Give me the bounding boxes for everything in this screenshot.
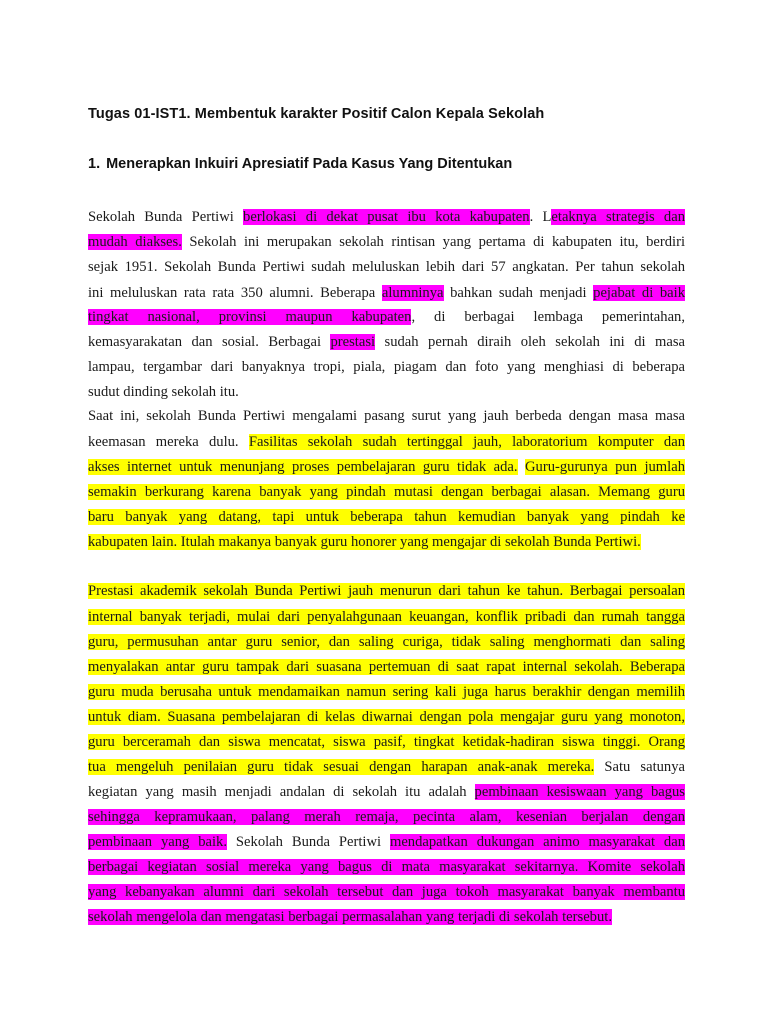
text-line: [88, 807, 685, 827]
text-line: [88, 532, 685, 552]
text-run: sejak 1951. Sekolah Bunda Pertiwi sudah meluluskan lebih dari 57 angkatan. Per tahun sekolah: [88, 259, 685, 275]
text-line: [88, 232, 685, 252]
text-line: [88, 406, 685, 426]
text-run: sudut dinding sekolah itu.: [88, 384, 239, 400]
highlight-yellow: internal banyak terjadi, mulai dari penyalahgunaan keuangan, konflik pribadi dan rumah tangga: [88, 609, 685, 625]
text-line: [88, 632, 685, 652]
highlight-magenta: sekolah mengelola dan mengatasi berbagai permasalahan yang terjadi di sekolah tersebut.: [88, 909, 612, 925]
highlight-yellow: baru banyak yang datang, tapi untuk beberapa tahun kemudian banyak yang pindah ke: [88, 509, 685, 525]
section-heading-text: Menerapkan Inkuiri Apresiatif Pada Kasus Yang Ditentukan: [106, 156, 513, 172]
text-run: bahkan sudah menjadi: [443, 285, 594, 301]
text-run: Sekolah Bunda Pertiwi: [88, 209, 244, 225]
highlight-yellow: akses internet untuk menunjang proses pembelajaran guru tidak ada.: [88, 459, 518, 475]
text-run: sudah pernah diraih oleh sekolah ini di masa: [375, 334, 685, 350]
highlight-magenta: berbagai kegiatan sosial mereka yang bagus di mata masyarakat sekitarnya. Komite sekolah: [88, 859, 685, 875]
text-line: [88, 907, 685, 927]
text-run: Saat ini, sekolah Bunda Pertiwi mengalami pasang surut yang jauh berbeda dengan masa masa: [88, 408, 685, 424]
highlight-magenta: tingkat nasional, provinsi maupun kabupaten: [88, 309, 412, 325]
document-title: Tugas 01-IST1. Membentuk karakter Positif Calon Kepala Sekolah: [88, 106, 545, 122]
text-line: [88, 682, 685, 702]
highlight-magenta: alumninya: [381, 285, 444, 301]
highlight-yellow: guru muda berusaha untuk mendamaikan namun sering kali juga harus berakhir dengan memilih: [88, 684, 685, 700]
text-line: [88, 257, 685, 277]
highlight-magenta: mendapatkan dukungan animo masyarakat dan: [389, 834, 685, 850]
highlight-yellow: Prestasi akademik sekolah Bunda Pertiwi jauh menurun dari tahun ke tahun. Berbagai persoalan: [88, 583, 685, 599]
text-line: [88, 832, 685, 852]
text-line: [88, 283, 685, 303]
highlight-yellow: guru, permusuhan antar guru senior, dan saling curiga, tidak saling menghormati dan saling: [88, 634, 685, 650]
section-number: 1.: [88, 156, 101, 172]
text-line: [88, 857, 685, 877]
text-line: [88, 782, 685, 802]
text-run: Satu satunya: [594, 759, 685, 775]
text-line: [88, 882, 685, 902]
text-line: [88, 482, 685, 502]
text-run: kegiatan yang masih menjadi andalan di sekolah itu adalah: [88, 784, 475, 800]
text-run: , di berbagai lembaga pemerintahan,: [411, 309, 685, 325]
text-line: [88, 707, 685, 727]
text-line: [88, 757, 685, 777]
highlight-magenta: pembinaan kesiswaan yang bagus: [474, 784, 685, 800]
text-line: [88, 332, 685, 352]
highlight-magenta: pembinaan yang baik.: [88, 834, 228, 850]
text-line: [88, 207, 685, 227]
highlight-magenta: yang kebanyakan alumni dari sekolah tersebut dan juga tokoh masyarakat banyak membantu: [88, 884, 685, 900]
highlight-yellow: menyalakan antar guru tampak dari suasana pertemuan di saat rapat internal sekolah. Beberapa: [88, 659, 685, 675]
text-run: keemasan mereka dulu.: [88, 434, 249, 450]
highlight-yellow: tua mengeluh penilaian guru tidak sesuai dengan harapan anak-anak mereka.: [88, 759, 595, 775]
text-run: . L: [529, 209, 552, 225]
highlight-magenta: sehingga kepramukaan, palang merah remaja, pecinta alam, kesenian berjalan dengan: [88, 809, 685, 825]
highlight-yellow: kabupaten lain. Itulah makanya banyak guru honorer yang mengajar di sekolah Bunda Pertiwi.: [88, 534, 641, 550]
section-heading: [88, 156, 512, 172]
highlight-yellow: guru berceramah dan siswa mencatat, siswa pasif, tingkat ketidak-hadiran siswa tinggi. Orang: [88, 734, 685, 750]
text-line: [88, 507, 685, 527]
text-run: kemasyarakatan dan sosial. Berbagai: [88, 334, 331, 350]
highlight-magenta: etaknya strategis dan: [551, 209, 685, 225]
highlight-magenta: berlokasi di dekat pusat ibu kota kabupaten: [243, 209, 530, 225]
text-line: [88, 307, 685, 327]
highlight-magenta: prestasi: [330, 334, 376, 350]
highlight-magenta: mudah diakses.: [88, 234, 182, 250]
highlight-yellow: semakin berkurang karena banyak yang pindah mutasi dengan berbagai alasan. Memang guru: [88, 484, 685, 500]
highlight-yellow: Fasilitas sekolah sudah tertinggal jauh, laboratorium komputer dan: [248, 434, 685, 450]
text-line: [88, 457, 685, 477]
text-run: lampau, tergambar dari banyaknya tropi, piala, piagam dan foto yang menghiasi di beberapa: [88, 359, 685, 375]
text-line: [88, 657, 685, 677]
highlight-magenta: pejabat di baik: [593, 285, 685, 301]
text-line: [88, 357, 685, 377]
text-line: [88, 607, 685, 627]
text-run: ini meluluskan rata rata 350 alumni. Beberapa: [88, 285, 382, 301]
highlight-yellow: Guru-gurunya pun jumlah: [525, 459, 685, 475]
text-line: [88, 732, 685, 752]
highlight-yellow: untuk diam. Suasana pembelajaran di kelas diwarnai dengan pola mengajar guru yang monoton,: [88, 709, 685, 725]
text-line: [88, 382, 685, 402]
text-run: Sekolah Bunda Pertiwi: [227, 834, 390, 850]
text-line: [88, 432, 685, 452]
text-line: [88, 581, 685, 601]
text-run: [518, 459, 525, 475]
text-run: Sekolah ini merupakan sekolah rintisan yang pertama di kabupaten itu, berdiri: [181, 234, 685, 250]
